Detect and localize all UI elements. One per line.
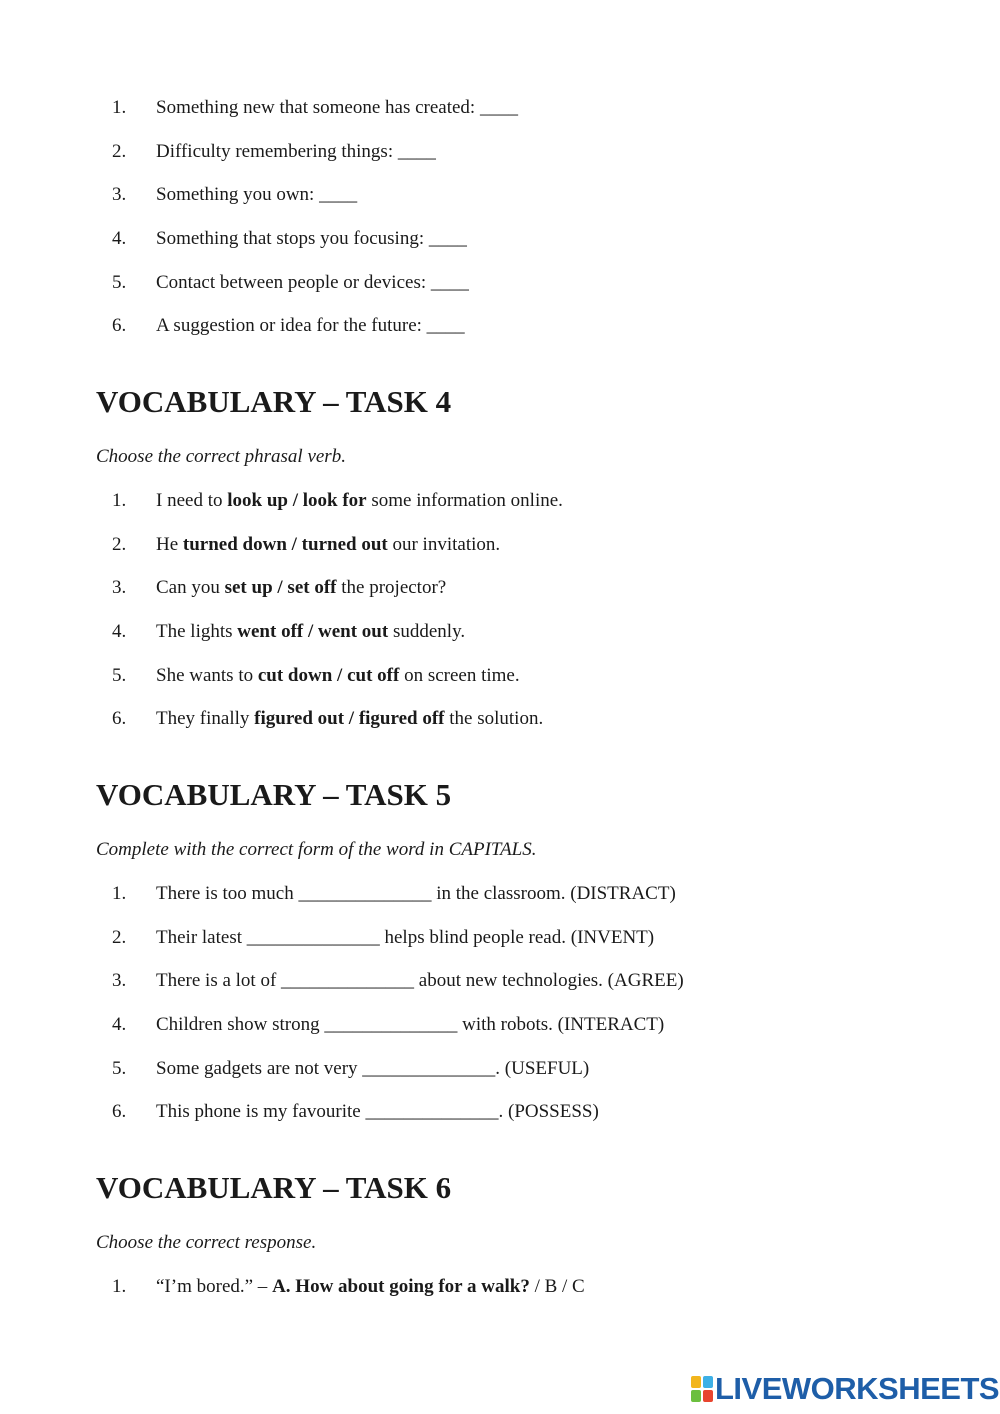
phrasal-verb-choice: set up / set off: [224, 577, 337, 598]
phrasal-verb-choice: went off / went out: [237, 621, 389, 642]
phrasal-verb-choice: figured out / figured off: [254, 708, 445, 729]
phrasal-verb-choice: look up / look for: [227, 490, 367, 511]
section-heading-task-4: VOCABULARY – TASK 4: [96, 384, 452, 419]
phrasal-verb-choice: cut down / cut off: [257, 665, 400, 686]
response-choice: A. How about going for a walk?: [272, 1276, 530, 1297]
task-5-instruction: Complete with the correct form of the word in CAPITALS.: [96, 839, 537, 860]
section-heading-task-5: VOCABULARY – TASK 5: [96, 777, 452, 812]
logo-text: LIVEWORKSHEETS: [715, 1371, 1000, 1406]
liveworksheets-logo-icon: [691, 1376, 713, 1402]
section-heading-task-6: VOCABULARY – TASK 6: [96, 1170, 452, 1205]
phrasal-verb-choice: turned down / turned out: [182, 534, 388, 555]
task-6-instruction: Choose the correct response.: [96, 1232, 317, 1253]
liveworksheets-logo[interactable]: [691, 1372, 999, 1406]
task-4-instruction: Choose the correct phrasal verb.: [96, 446, 346, 467]
